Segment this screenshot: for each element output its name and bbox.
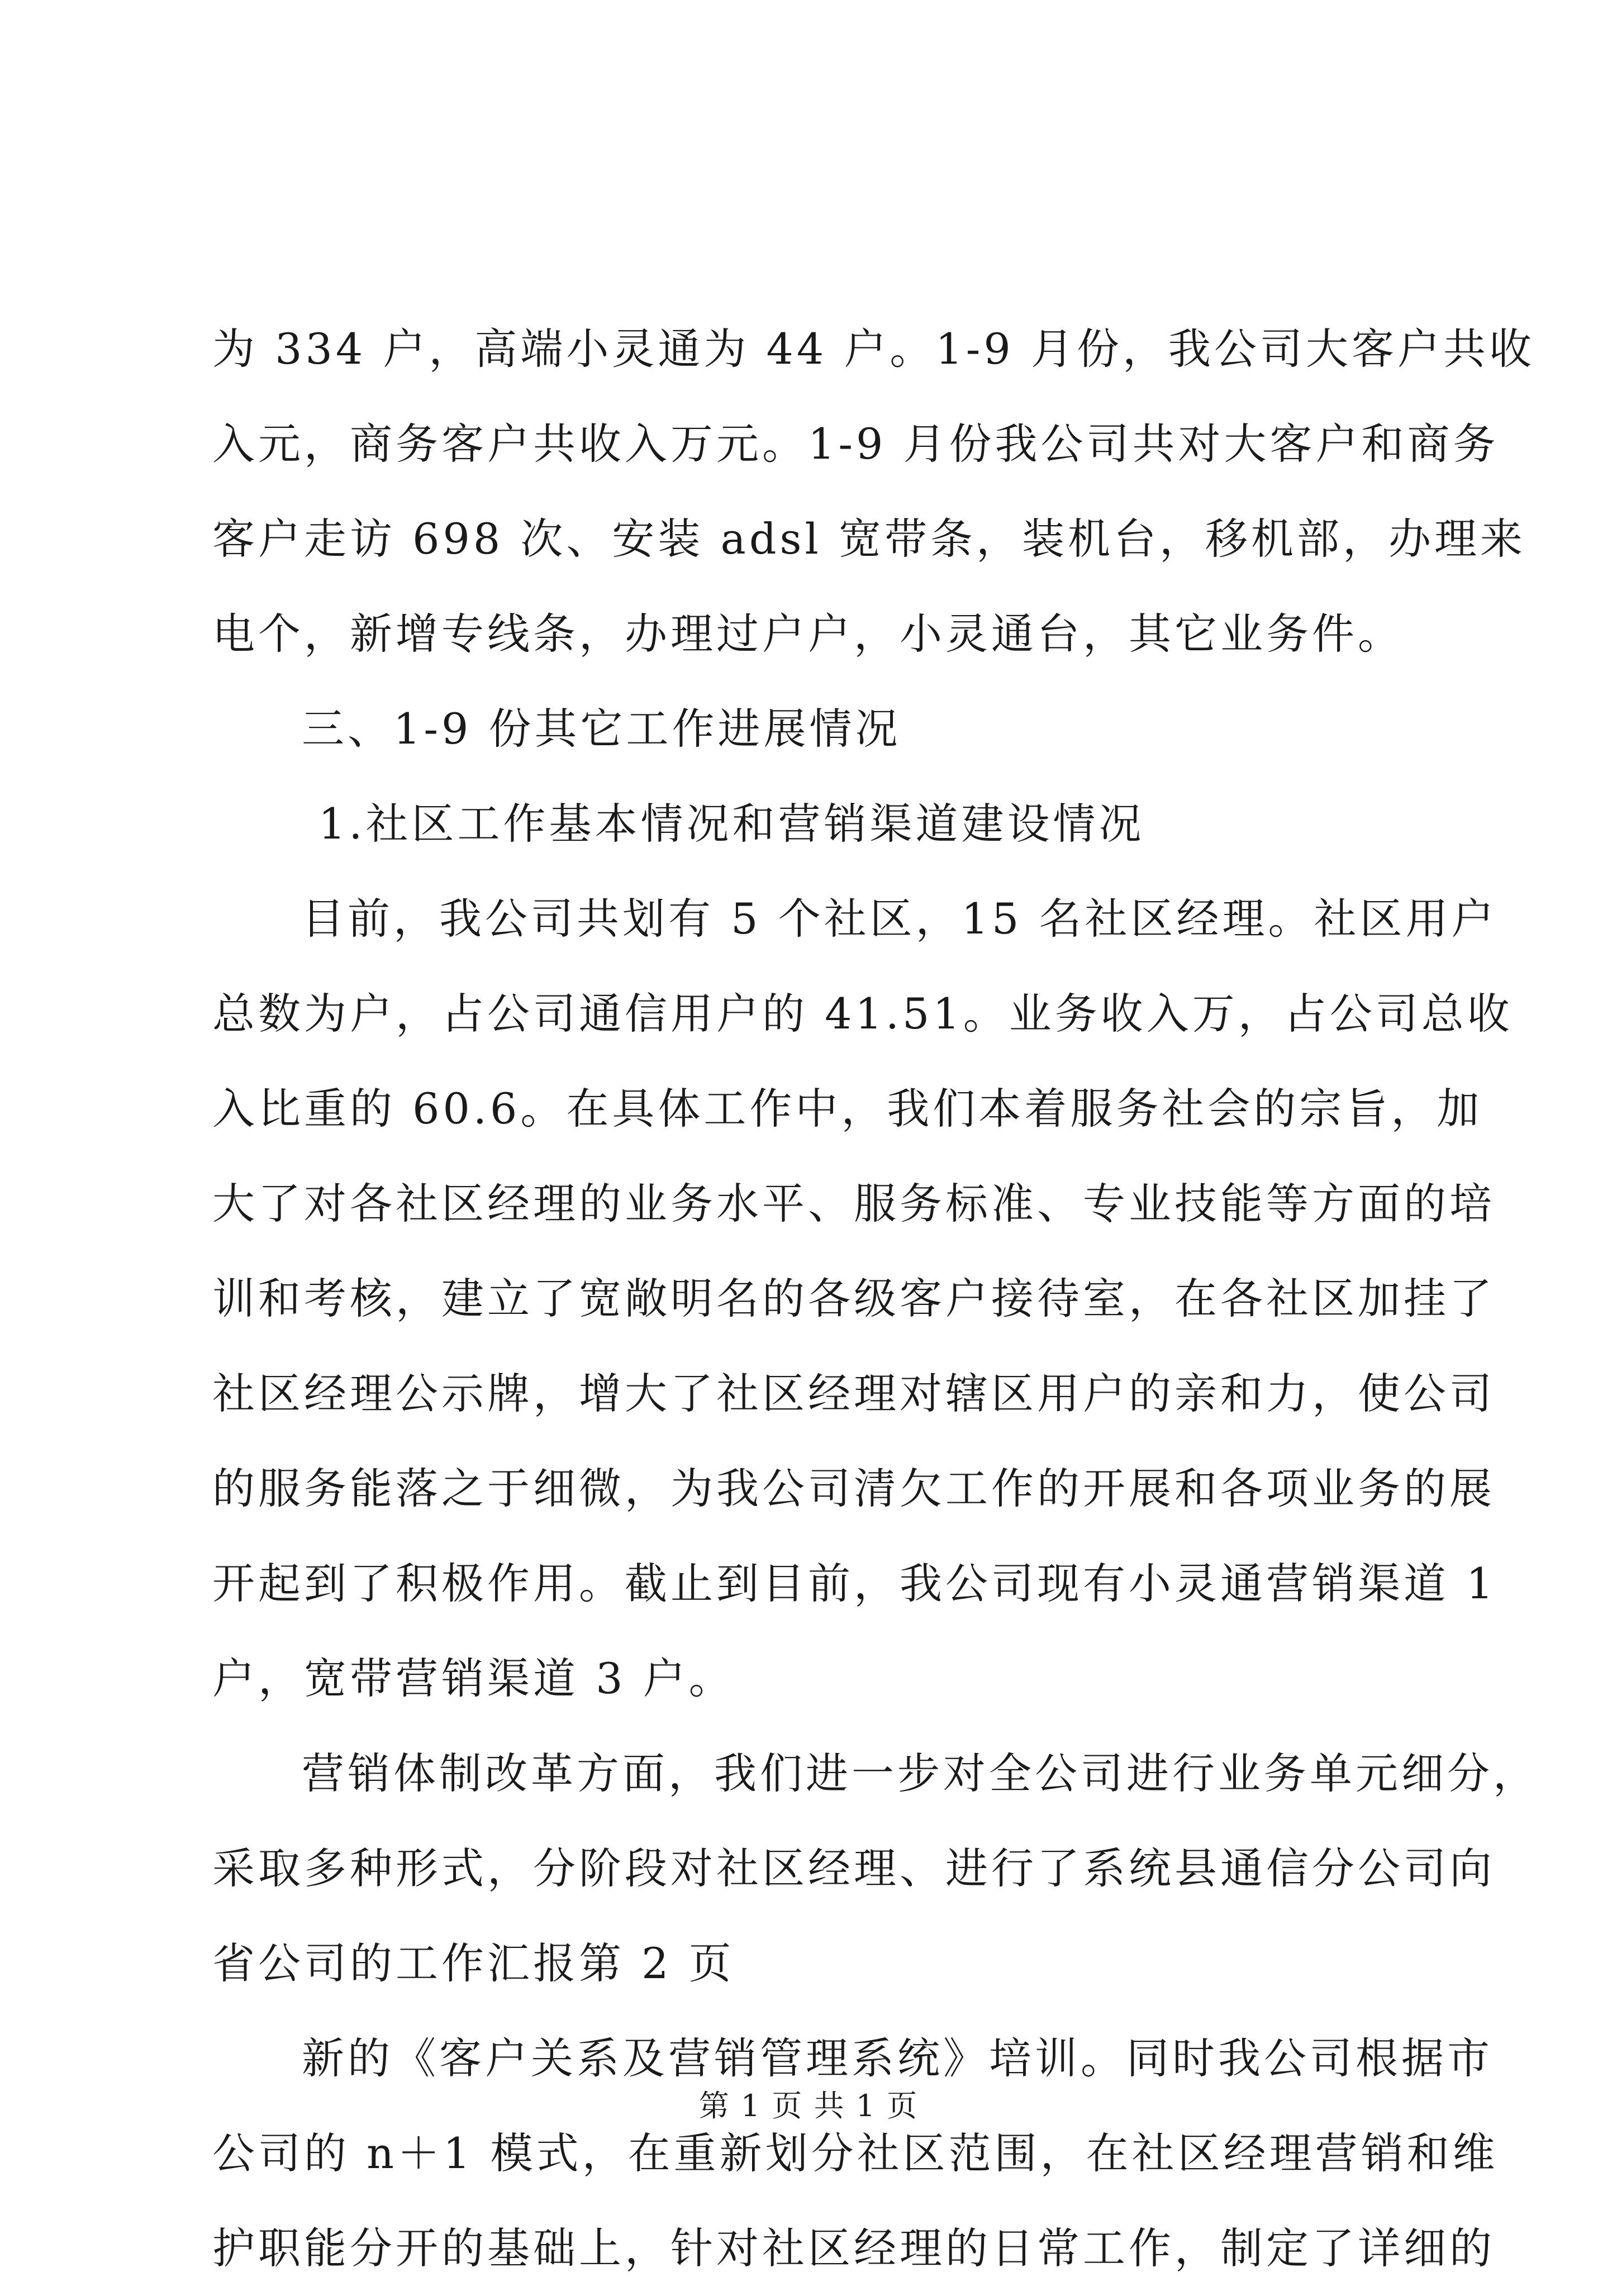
body-line: 省公司的工作汇报第 2 页 xyxy=(212,1938,735,1988)
body-line: 客户走访 698 次、安装 adsl 宽带条，装机台，移机部，办理来 xyxy=(212,514,1526,564)
body-line: 的服务能落之于细微，为我公司清欠工作的开展和各项业务的展 xyxy=(212,1464,1495,1513)
body-line: 入比重的 60.6。在具体工作中，我们本着服务社会的宗旨，加 xyxy=(212,1084,1483,1133)
body-line: 目前，我公司共划有 5 个社区，15 名社区经理。社区用户 xyxy=(302,894,1497,944)
subsection-heading: 1.社区工作基本情况和营销渠道建设情况 xyxy=(318,799,1145,849)
body-line: 户，宽带营销渠道 3 户。 xyxy=(212,1654,735,1703)
body-line: 为 334 户，高端小灵通为 44 户。1-9 月份，我公司大客户共收 xyxy=(212,324,1535,374)
body-line: 大了对各社区经理的业务水平、服务标准、专业技能等方面的培 xyxy=(212,1179,1495,1228)
body-line: 训和考核，建立了宽敞明名的各级客户接待室，在各社区加挂了 xyxy=(212,1274,1495,1323)
document-body xyxy=(212,302,1539,2296)
body-line: 开起到了积极作用。截止到目前，我公司现有小灵通营销渠道 1 xyxy=(212,1559,1497,1608)
body-line: 社区经理公示牌，增大了社区经理对辖区用户的亲和力，使公司 xyxy=(212,1369,1495,1418)
body-line: 公司的 n＋1 模式，在重新划分社区范围，在社区经理营销和维 xyxy=(212,2128,1499,2178)
page-footer: 第 1 页 共 1 页 xyxy=(698,2088,919,2123)
section-heading: 三、1-9 份其它工作进展情况 xyxy=(302,704,901,754)
body-line: 入元，商务客户共收入万元。1-9 月份我公司共对大客户和商务 xyxy=(212,419,1499,469)
body-line: 营销体制改革方面，我们进一步对全公司进行业务单元细分， xyxy=(302,1749,1539,1798)
body-line: 护职能分开的基础上，针对社区经理的日常工作，制定了详细的 xyxy=(212,2223,1495,2273)
body-line: 总数为户，占公司通信用户的 41.51。业务收入万，占公司总收 xyxy=(212,989,1513,1039)
body-line: 电个，新增专线条，办理过户户，小灵通台，其它业务件。 xyxy=(212,609,1404,659)
body-line: 新的《客户关系及营销管理系统》培训。同时我公司根据市 xyxy=(302,2033,1493,2083)
body-line: 采取多种形式，分阶段对社区经理、进行了系统县通信分公司向 xyxy=(212,1844,1495,1893)
